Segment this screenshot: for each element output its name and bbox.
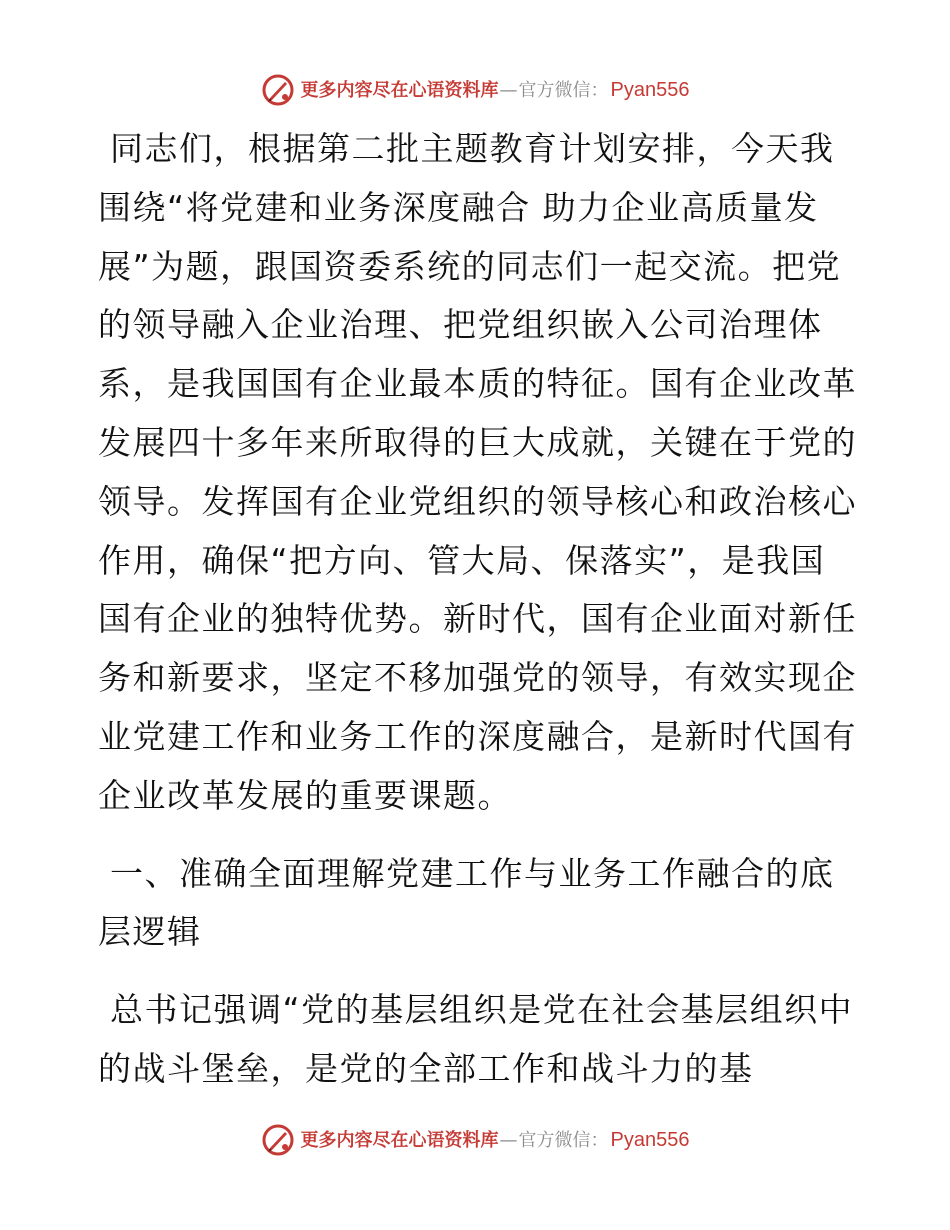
watermark-wechat-id: Pyan556 [610, 79, 690, 101]
footer-watermark [0, 1120, 950, 1160]
watermark-dash: — [499, 1130, 518, 1151]
quill-logo-icon [261, 73, 295, 107]
section-heading-1: 一、准确全面理解党建工作与业务工作融合的底层逻辑 [98, 853, 835, 952]
body-paragraph-1: 同志们，根据第二批主题教育计划安排，今天我围绕“将党建和业务深度融合 助力企业高质量发展”为题，跟国资委系统的同志们一起交流。把党的领导融入企业治理、把党组织嵌入公司治理体系，是我国国有企业最本质的特征。国有企业改革发展四十多年来所取得的巨大成就，关键在于党的领导。发挥国有企业党组织的领导核心和政治核心作用，确保“把方向、管大局、保落实”，是我国国有企业的独特优势。新时代，国有企业面对新任务和新要求，坚定不移加强党的领导，有效实现企业党建工作和业务工作的深度融合，是新时代国有企业改革发展的重要课题。 [98, 129, 857, 815]
watermark-wechat-label: 官方微信： [518, 1130, 609, 1151]
header-watermark [0, 70, 950, 110]
watermark-wechat-label: 官方微信： [518, 80, 609, 101]
document-body [98, 120, 858, 1099]
watermark-title: 更多内容尽在心语资料库 [300, 1130, 499, 1151]
watermark-dash: — [499, 80, 518, 101]
watermark-title: 更多内容尽在心语资料库 [300, 80, 499, 101]
quill-logo-icon [261, 1123, 295, 1157]
watermark-wechat-id: Pyan556 [610, 1129, 690, 1151]
body-paragraph-2: 总书记强调“党的基层组织是党在社会基层组织中的战斗堡垒，是党的全部工作和战斗力的基 [98, 990, 854, 1088]
